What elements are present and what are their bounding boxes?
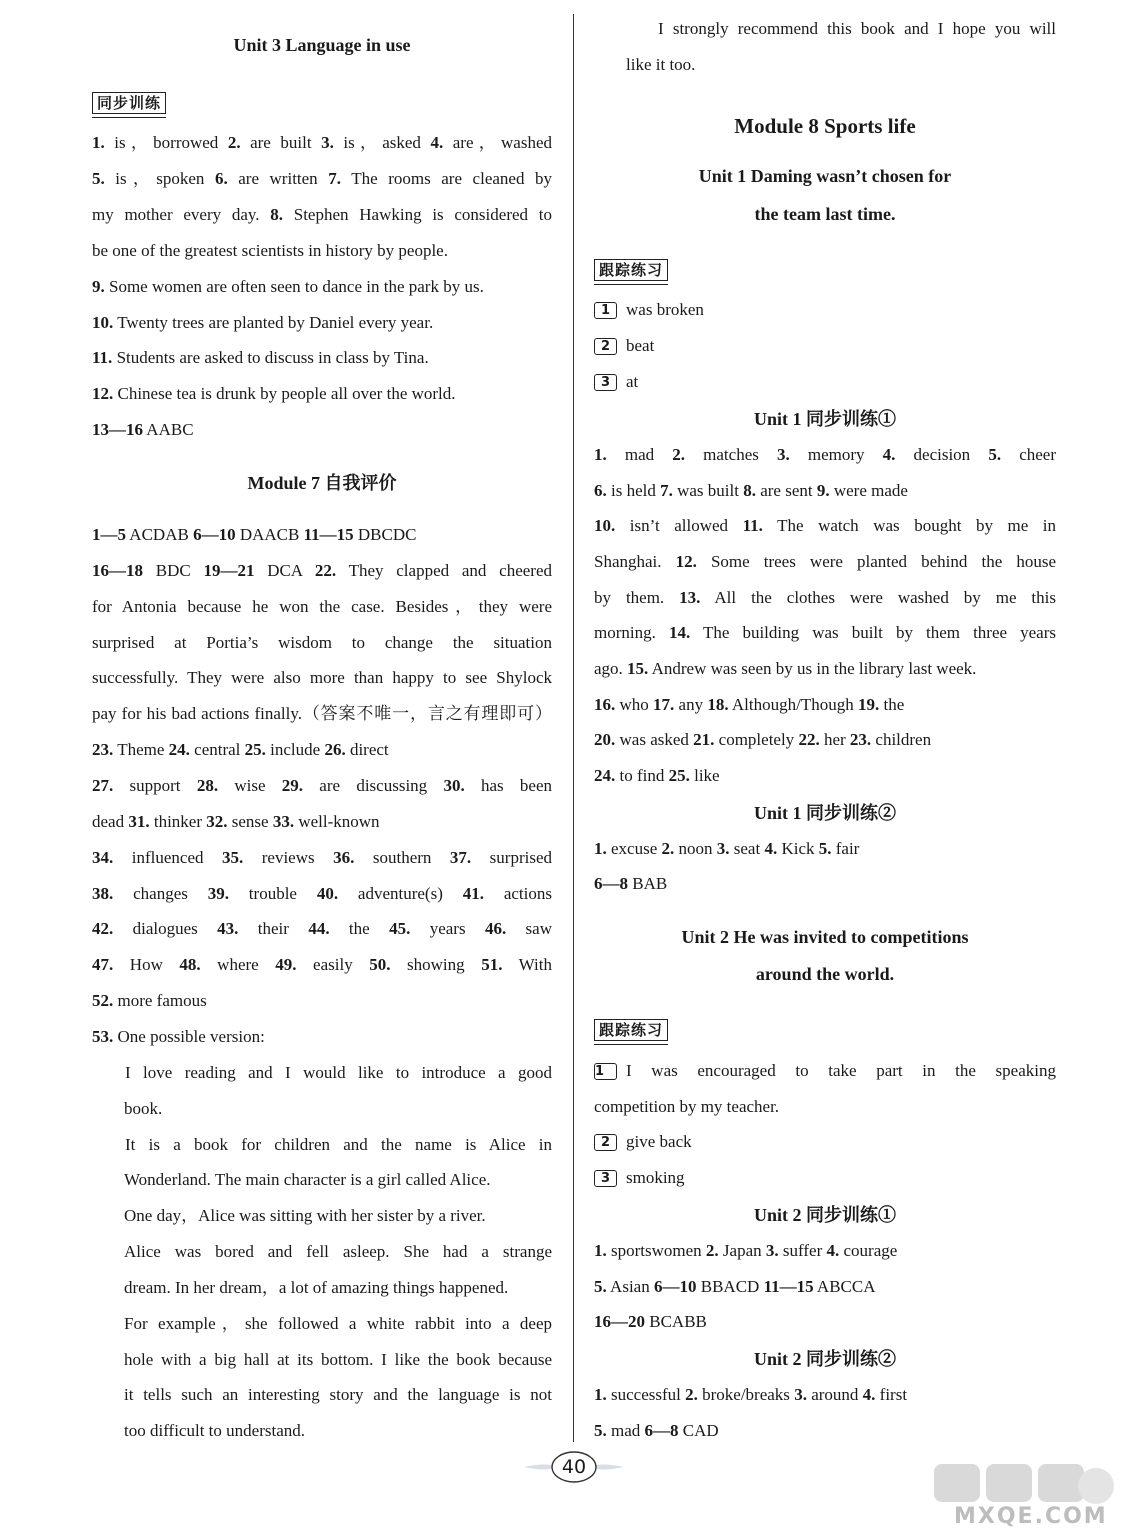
item-number-box: 3 xyxy=(594,1170,617,1187)
answer-line: 23. Theme 24. central 25. include 26. direct xyxy=(92,740,389,759)
essay-line: book. xyxy=(124,1099,163,1118)
essay-line: It is a book for children and the name is Alice in xyxy=(125,1135,552,1154)
item-number-box: 1 xyxy=(594,302,617,319)
answer-line: 1. mad 2. matches 3. memory 4. decision 5. cheer xyxy=(594,445,1056,464)
essay-line: Alice was bored and fell asleep. She had a strange xyxy=(124,1242,552,1261)
unit1-title-line1: Unit 1 Daming wasn’t chosen for xyxy=(698,166,952,186)
essay-line: it tells such an interesting story and the language is not xyxy=(124,1385,552,1404)
answer-line: 5. Asian 6—10 BBACD 11—15 ABCCA xyxy=(594,1277,876,1296)
item-number-box: 3 xyxy=(594,374,617,391)
answer-line: morning. 14. The building was built by them three years xyxy=(594,623,1056,642)
answer-line: be one of the greatest scientists in history by people. xyxy=(92,241,448,260)
answer-line: 24. to find 25. like xyxy=(594,766,720,785)
answer-line: 16. who 17. any 18. Although/Though 19. the xyxy=(594,695,905,714)
column-divider xyxy=(573,14,574,1442)
unit2-sync1-title: Unit 2 同步训练① xyxy=(753,1205,896,1225)
module7-title: Module 7 自我评价 xyxy=(247,473,397,493)
answer-line: 42. dialogues 43. their 44. the 45. years 46. saw xyxy=(92,919,552,938)
answer-line: 38. changes 39. trouble 40. adventure(s) 41. actions xyxy=(92,884,552,903)
answer-line: 10. isn’t allowed 11. The watch was bought by me in xyxy=(594,516,1056,535)
answer-line: 47. How 48. where 49. easily 50. showing 51. With xyxy=(92,955,552,974)
item-number-box: 2 xyxy=(594,1134,617,1151)
answer-line: 12. Chinese tea is drunk by people all over the world. xyxy=(92,384,456,403)
answer-line: 9. Some women are often seen to dance in the park by us. xyxy=(92,277,484,296)
essay-line: hole with a big hall at its bottom. I like the book because xyxy=(124,1350,552,1369)
unit2-title-line1: Unit 2 He was invited to competitions xyxy=(681,927,969,947)
answer-line: 1. excuse 2. noon 3. seat 4. Kick 5. fair xyxy=(594,839,860,858)
essay-line: I strongly recommend this book and I hope you will xyxy=(658,19,1056,38)
essay-line: For example，she followed a white rabbit into a deep xyxy=(124,1314,552,1333)
answer-line: 11. Students are asked to discuss in class by Tina. xyxy=(92,348,429,367)
track-item: 2 beat xyxy=(594,334,1056,358)
answer-line: Shanghai. 12. Some trees were planted behind the house xyxy=(594,552,1056,571)
sync-training-tag: 同步训练 xyxy=(92,92,166,114)
module8-title: Module 8 Sports life xyxy=(734,114,916,138)
track-practice-tag: 跟踪练习 xyxy=(594,259,668,281)
unit2-sync2-title: Unit 2 同步训练② xyxy=(753,1349,896,1369)
item-number-box: 1 xyxy=(594,1063,617,1080)
track-item: 1 was broken xyxy=(594,298,1056,322)
track-item: competition by my teacher. xyxy=(594,1097,780,1116)
unit2-title-line2: around the world. xyxy=(755,964,895,984)
track-item: 2 give back xyxy=(594,1130,1056,1154)
essay-line: One day，Alice was sitting with her sister by a river. xyxy=(124,1206,486,1225)
track-item: 1 I was encouraged to take part in the speaking xyxy=(595,1061,1056,1080)
watermark-seal-icon xyxy=(928,1462,1118,1506)
unit1-sync2-title: Unit 1 同步训练② xyxy=(753,803,896,823)
essay-line: I love reading and I would like to introduce a good xyxy=(125,1063,552,1082)
answer-line: 34. influenced 35. reviews 36. southern 37. surprised xyxy=(92,848,552,867)
unit1-sync1-title: Unit 1 同步训练① xyxy=(753,409,896,429)
watermark-logo xyxy=(928,1462,1118,1532)
answer-line: 53. One possible version: xyxy=(92,1027,265,1046)
answer-line: 13—16 AABC xyxy=(92,420,194,439)
answer-line: 16—18 BDC 19—21 DCA 22. They clapped and cheered xyxy=(92,561,552,580)
answer-line: surprised at Portia’s wisdom to change the situation xyxy=(92,633,552,652)
track-item: 3 at xyxy=(594,370,1056,394)
unit1-title-line2: the team last time. xyxy=(754,204,896,224)
answer-line: 1. sportswomen 2. Japan 3. suffer 4. courage xyxy=(594,1241,898,1260)
answer-line: 1. successful 2. broke/breaks 3. around 4. first xyxy=(594,1385,908,1404)
essay-line: like it too. xyxy=(626,55,696,74)
page-number-text: 40 xyxy=(561,1456,587,1478)
answer-line: 1—5 ACDAB 6—10 DAACB 11—15 DBCDC xyxy=(92,525,417,544)
answer-line: my mother every day. 8. Stephen Hawking is considered to xyxy=(92,205,552,224)
answer-line: 5. is，spoken 6. are written 7. The rooms are cleaned by xyxy=(92,169,552,188)
answer-line: 5. mad 6—8 CAD xyxy=(594,1421,719,1440)
track-item: 3 smoking xyxy=(594,1166,1056,1190)
answer-line: 1. is，borrowed 2. are built 3. is，asked 4. are，washed xyxy=(92,133,552,152)
answer-line: pay for his bad actions finally.（答案不唯一，言之有理即可） xyxy=(92,704,552,723)
answer-line: 16—20 BCABB xyxy=(594,1312,707,1331)
answer-line: 20. was asked 21. completely 22. her 23. children xyxy=(594,730,932,749)
page-number xyxy=(522,1450,626,1484)
essay-line: Wonderland. The main character is a girl called Alice. xyxy=(124,1170,491,1189)
answer-line: ago. 15. Andrew was seen by us in the library last week. xyxy=(594,659,977,678)
unit3-title: Unit 3 Language in use xyxy=(233,35,411,55)
answer-line: 27. support 28. wise 29. are discussing 30. has been xyxy=(92,776,552,795)
answer-line: 6. is held 7. was built 8. are sent 9. were made xyxy=(594,481,908,500)
essay-line: too difficult to understand. xyxy=(124,1421,305,1440)
answer-line: 6—8 BAB xyxy=(594,874,668,893)
answer-line: 10. Twenty trees are planted by Daniel every year. xyxy=(92,313,434,332)
watermark-url: MXQE.COM xyxy=(954,1504,1108,1529)
essay-line: dream. In her dream，a lot of amazing things happened. xyxy=(124,1278,509,1297)
item-number-box: 2 xyxy=(594,338,617,355)
track-practice-tag: 跟踪练习 xyxy=(594,1019,668,1041)
answer-line: 52. more famous xyxy=(92,991,207,1010)
answer-line: dead 31. thinker 32. sense 33. well-known xyxy=(92,812,380,831)
answer-line: by them. 13. All the clothes were washed by me this xyxy=(594,588,1056,607)
answer-line: successfully. They were also more than happy to see Shylock xyxy=(92,668,552,687)
answer-line: for Antonia because he won the case. Besides，they were xyxy=(92,597,552,616)
